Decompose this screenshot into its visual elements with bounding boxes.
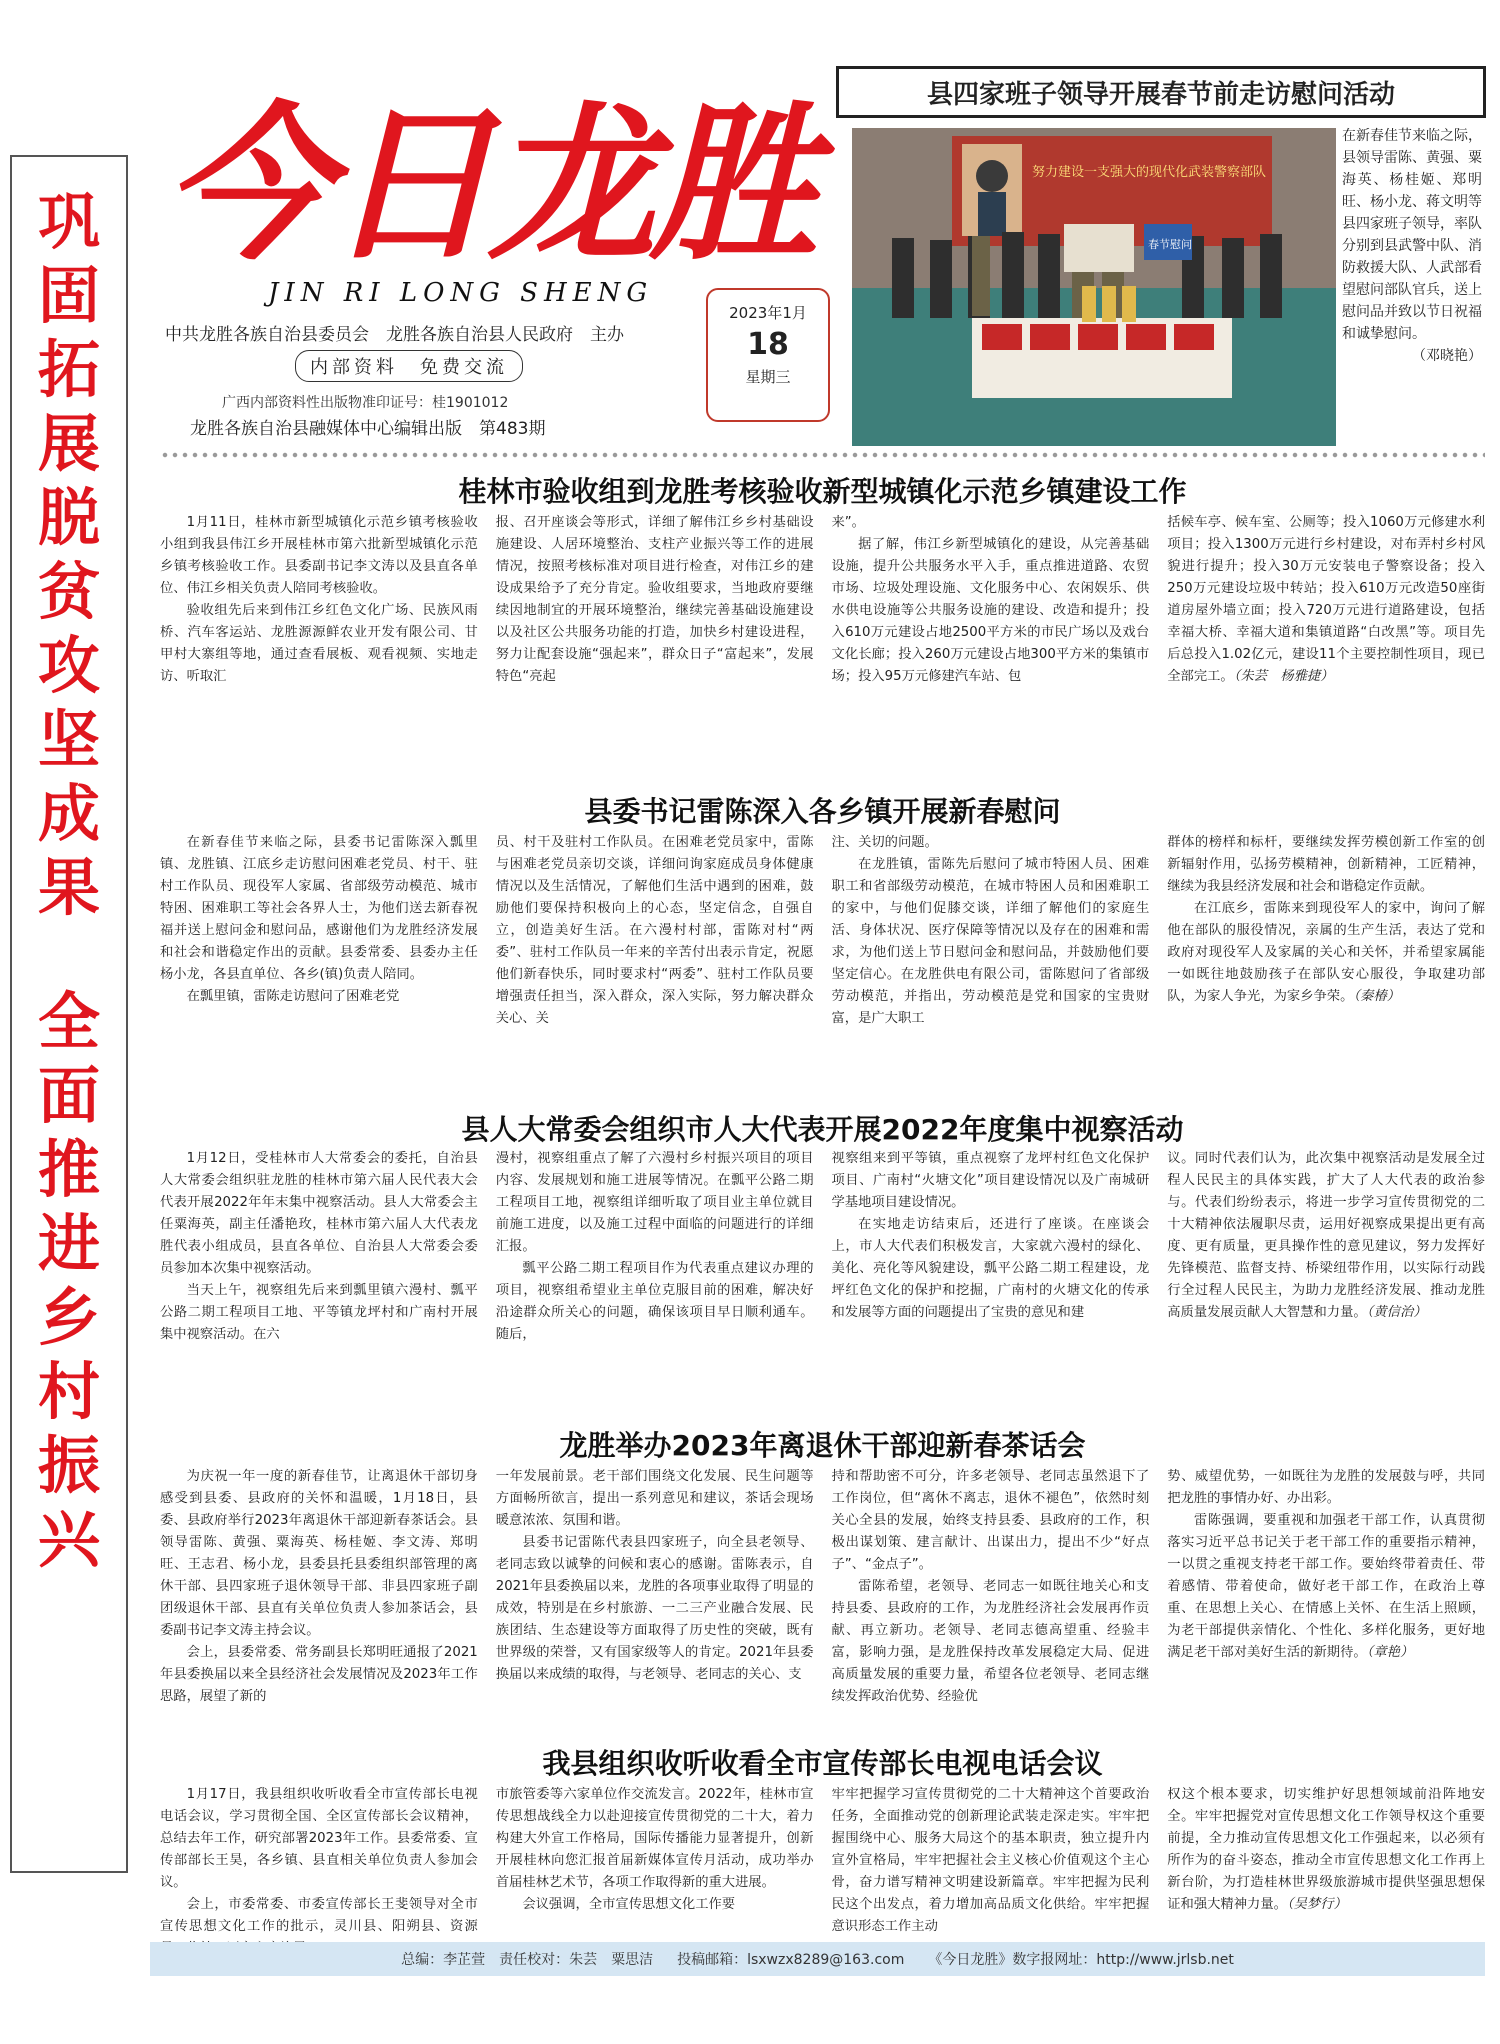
article-paragraph: 注、关切的问题。 (831, 835, 938, 850)
article-columns (160, 512, 1485, 774)
article-paragraph: 在江底乡，雷陈来到现役军人的家中，询问了解他在部队的服役情况，亲属的生产生活，表达了党和政府对现役军人及家属的关心和关怀，并希望家属能一如既往地鼓励孩子在部队安心服役，争取建功部队，为家人争光，为家乡争荣。（秦椿） (1167, 901, 1485, 1004)
internal-material-badge: 内部资料 免费交流 (295, 350, 523, 382)
article-paragraph: 在龙胜镇，雷陈先后慰问了城市特困人员、困难职工和省部级劳动模范，在城市特困人员和困难职工的家中，与他们促膝交谈，详细了解他们的家庭生活、身体状况、医疗保障等情况以及存在的困难和需求，为他们送上节日慰问金和慰问品，并鼓励他们要坚定信心。在龙胜供电有限公司，雷陈慰问了省部级劳动模范，并指出，劳动模范是党和国家的宝贵财富，是广大职工 (831, 857, 1150, 1026)
article-column (496, 832, 814, 1094)
top-story-caption-text: 在新春佳节来临之际，县领导雷陈、黄强、粟海英、杨桂姬、郑明旺、杨小龙、蒋文明等县四家班子领导，率队分别到县武警中队、消防救援大队、人武部看望慰问部队官兵，送上慰问品并致以节日祝福和诚挚慰问。 (1342, 128, 1482, 342)
article-paragraph: 1月17日，我县组织收听收看全市宣传部长电视电话会议，学习贯彻全国、全区宣传部长会议精神，总结去年工作，研究部署2023年工作。县委常委、宣传部部长王昊，各乡镇、县直相关单位负责人参加会议。 (160, 1787, 478, 1890)
article-column (160, 1784, 478, 1932)
article-columns (160, 1466, 1485, 1728)
article-paragraph: 漫村，视察组重点了解了六漫村乡村振兴项目的项目内容、发展规划和施工进展等情况。在瓢平公路二期工程项目工地，视察组详细听取了项目业主单位就目前施工进度，以及施工过程中面临的问题进行的详细汇报。 (495, 1151, 814, 1254)
article-paragraph: 群体的榜样和标杆，要继续发挥劳模创新工作室的创新辐射作用，弘扬劳模精神，创新精神，工匠精神，继续为我县经济发展和社会和谐稳定作贡献。 (1167, 835, 1485, 894)
date-weekday: 星期三 (745, 368, 791, 386)
slogan-char: 果 (37, 851, 100, 924)
article-paragraph: 1月12日，受桂林市人大常委会的委托，自治县人大常委会组织驻龙胜的桂林市第六届人民代表大会代表开展2022年年末集中视察活动。县人大常委会主任粟海英，副主任潘艳玫，桂林市第六届人大代表龙胜代表小组成员，县直各单位、自治县人大常委会委员参加本次集中视察活动。 (160, 1151, 478, 1276)
article-paragraph: 来”。 (831, 515, 865, 530)
article-column (832, 1466, 1150, 1728)
article-column (496, 1148, 814, 1410)
photo-banner-text: 努力建设一支强大的现代化武装警察部队 (1032, 165, 1267, 180)
article-columns (160, 1784, 1485, 1932)
top-story-caption (1342, 125, 1482, 367)
article-paragraph: 会上，市委常委、市委宣传部长王斐领导对全市宣传思想文化工作的批示，灵川县、阳朔县、资源 (160, 1897, 478, 1934)
article-column (832, 1148, 1150, 1410)
article-headline: 我县组织收听收看全市宣传部长电视电话会议 (542, 1747, 1103, 1780)
article-column (832, 832, 1150, 1094)
slogan-char: 拓 (37, 333, 100, 406)
slogan-char: 脱 (37, 481, 100, 554)
article-column (496, 512, 814, 774)
article-headline: 龙胜举办2023年离退休干部迎新春茶话会 (559, 1429, 1086, 1462)
article-paragraph: 雷陈强调，要重视和加强老干部工作，认真贯彻落实习近平总书记关于老干部工作的重要指示精神，一以贯之重视支持老干部工作。要始终带着责任、带着感情、带着使命，做好老干部工作，在政治上尊重、在思想上关心、在情感上关怀、在生活上照顾，为老干部提供亲情化、个性化、多样化服务，更好地满足老干部对美好生活的新期待。（章艳） (1167, 1513, 1485, 1660)
article-paragraph: 报、召开座谈会等形式，详细了解伟江乡乡村基础设施建设、人居环境整治、支柱产业振兴等工作的进展情况，按照考核标准对项目进行检查，对伟江乡的建设成果给予了充分肯定。验收组要求，当地政府要继续因地制宜的开展环境整治，继续完善基础设施建设以及社区公共服务功能的打造，加快乡村建设进程，努力让配套设施“强起来”，群众日子“富起来”，发展特色“亮起 (495, 515, 814, 684)
article-paragraph: 会议强调，全市宣传思想文化工作要 (522, 1897, 736, 1912)
article-column (1167, 1784, 1485, 1932)
article-headline: 县委书记雷陈深入各乡镇开展新春慰问 (584, 795, 1061, 828)
license-number: 广西内部资料性出版物准印证号：桂1901012 (222, 395, 509, 411)
article-paragraph: 县委书记雷陈代表县四家班子，向全县老领导、老同志致以诚挚的问候和衷心的感谢。雷陈表示，自2021年县委换届以来，龙胜的各项事业取得了明显的成效，特别是在乡村旅游、一二三产业融合发展、民族团结、生态建设等方面取得了历史性的突破，既有世界级的荣誉，又有国家级等人的肯定。2021年县委换届以来成绩的取得，与老领导、老同志的关心、支 (495, 1535, 814, 1682)
article-column (1167, 832, 1485, 1094)
masthead-logo (158, 55, 818, 285)
article-column (1167, 512, 1485, 774)
article-paragraph: 权这个根本要求，切实维护好思想领域前沿阵地安全。牢牢把握党对宣传思想文化工作领导权这个重要前提，全力推动宣传思想文化工作强起来，以必须有所作为的奋斗姿态，推动全市宣传思想文化工作再上新台阶，为打造桂林世界级旅游城市提供坚强思想保证和强大精神力量。（吴梦行） (1167, 1787, 1485, 1912)
article-headline: 桂林市验收组到龙胜考核验收新型城镇化示范乡镇建设工作 (458, 475, 1187, 508)
photo-board-text: 春节慰问 (1148, 238, 1192, 251)
article-author: （吴梦行） (1286, 1897, 1347, 1912)
article-column (832, 512, 1150, 774)
slogan-char: 振 (37, 1429, 100, 1502)
slogan-char: 巩 (37, 185, 100, 258)
article-column (160, 832, 478, 1094)
article-column (160, 512, 478, 774)
article-paragraph: 议。同时代表们认为，此次集中视察活动是发展全过程人民民主的具体实践，扩大了人大代表的政治参与。代表们纷纷表示，将进一步学习宣传贯彻党的二十大精神依法履职尽责，运用好视察成果提出更有高度、更有质量，更具操作性的意见建议，努力发挥好先锋模范、监督支持、桥梁纽带作用，以实际行动践行全过程人民民主，为助力龙胜经济发展、推动龙胜高质量发展贡献人大智慧和力量。（黄信治） (1167, 1151, 1485, 1320)
article-paragraph: 持和帮助密不可分，许多老领导、老同志虽然退下了工作岗位，但“离休不离志，退休不褪色”，依然时刻关心全县的发展，始终支持县委、县政府的工作，积极出谋划策、建言献计、出谋出力，提出不少“好点子”、“金点子”。 (831, 1469, 1150, 1572)
article-paragraph: 为庆祝一年一度的新春佳节，让离退休干部切身感受到县委、县政府的关怀和温暖，1月18日，县委、县政府举行2023年离退休干部迎新春茶话会。县领导雷陈、黄强、粟海英、杨桂姬、李文涛、郑明旺、王志君、杨小龙，县委县托县委组织部管理的离休干部、县四家班子退休领导干部、非县四家班子副团级退休干部、县直有关单位负责人参加茶话会，县委副书记李文涛主持会议。 (160, 1469, 478, 1638)
slogan-char: 全 (37, 985, 100, 1058)
article-column (832, 1784, 1150, 1932)
issue-date-box (706, 288, 830, 422)
slogan-char: 成 (37, 777, 100, 850)
slogan-char: 攻 (37, 629, 100, 702)
article-paragraph: 雷陈希望，老领导、老同志一如既往地关心和支持县委、县政府的工作，为龙胜经济社会发展再作贡献、再立新功。老领导、老同志德高望重、经验丰富，影响力强，是龙胜保持改革发展稳定大局、促进高质量发展的重要力量，希望各位老领导、老同志继续发挥政治优势、经验优 (831, 1579, 1150, 1704)
date-year-month: 2023年1月 (729, 304, 807, 322)
article-paragraph: 势、威望优势，一如既往为龙胜的发展鼓与呼，共同把龙胜的事情办好、办出彩。 (1167, 1469, 1485, 1506)
article-paragraph: 牢牢把握学习宣传贯彻党的二十大精神这个首要政治任务，全面推动党的创新理论武装走深走实。牢牢把握围绕中心、服务大局这个的基本职责，独立提升内宣外宣格局，牢牢把握社会主义核心价值观这个主心骨，奋力谱写精神文明建设新篇章。牢牢把握为民利民这个出发点，着力增加高品质文化供给。牢牢把握意识形态工作主动 (831, 1787, 1150, 1934)
article-column (160, 1148, 478, 1410)
slogan-char: 村 (37, 1355, 100, 1428)
publisher-line: 龙胜各族自治县融媒体中心编辑出版 第483期 (190, 419, 546, 439)
article-column (496, 1466, 814, 1728)
article-headline: 县人大常委会组织市人大代表开展2022年度集中视察活动 (461, 1113, 1184, 1146)
footer-site: 《今日龙胜》数字报网址：http://www.jrlsb.net (928, 1952, 1234, 1968)
article-paragraph: 在实地走访结束后，还进行了座谈。在座谈会上，市人大代表们积极发言，大家就六漫村的绿化、美化、亮化等风貌建设，瓢平公路二期工程建设，龙坪红色文化的保护和挖掘，广南村的火塘文化的传承和发展等方面的问题提出了宝贵的意见和建 (831, 1217, 1150, 1320)
article-author: （秦椿） (1353, 989, 1400, 1004)
sponsor-line: 中共龙胜各族自治县委员会 龙胜各族自治县人民政府 主办 (165, 325, 624, 345)
slogan-char: 展 (37, 407, 100, 480)
date-day: 18 (747, 327, 789, 362)
slogan-char: 乡 (37, 1281, 100, 1354)
article-author: （朱芸 杨雅捷） (1233, 669, 1334, 684)
article-column (160, 1466, 478, 1728)
article-columns (160, 1148, 1485, 1410)
top-story-author: （邓晓艳） (1412, 348, 1482, 364)
article-paragraph: 市旅管委等六家单位作交流发言。2022年，桂林市宣传思想战线全力以赴迎接宣传贯彻党的二十大，着力构建大外宣工作格局，国际传播能力显著提升，创新开展桂林向您汇报首届新媒体宣传月活动，成功举办首届桂林艺术节，各项工作取得新的重大进展。 (495, 1787, 814, 1890)
slogan-char: 推 (37, 1133, 100, 1206)
slogan-char: 坚 (37, 703, 100, 776)
slogan-char: 贫 (37, 555, 100, 628)
article-paragraph: 括候车亭、候车室、公厕等；投入1060万元修建水利项目；投入1300万元进行乡村建设，对布弄村乡村风貌进行提升；投入30万元安装电子警察设备；投入250万元建设垃圾中转站；投入610万元改造50座街道房屋外墙立面；投入720万元进行道路建设，包括幸福大桥、幸福大道和集镇道路“白改黑”等。项目先后总投入1.02亿元，建设11个主要控制性项目，现已全部完工。（朱芸 杨雅捷） (1167, 515, 1485, 684)
article-paragraph: 在瓢里镇，雷陈走访慰问了困难老党 (186, 989, 400, 1004)
article-paragraph: 验收组先后来到伟江乡红色文化广场、民族风雨桥、汽车客运站、龙胜源源鲜农业开发有限公司、甘甲村大寨组等地，通过查看展板、观看视频、实地走访、听取汇 (160, 603, 478, 684)
article-paragraph: 会上，县委常委、常务副县长郑明旺通报了2021年县委换届以来全县经济社会发展情况及2023年工作思路，展望了新的 (160, 1645, 478, 1704)
article-paragraph: 当天上午，视察组先后来到瓢里镇六漫村、瓢平公路二期工程项目工地、平等镇龙坪村和广南村开展集中视察活动。在六 (160, 1283, 478, 1342)
top-story-photo (852, 128, 1336, 446)
slogan-char: 固 (37, 259, 100, 332)
slogan-char: 面 (37, 1059, 100, 1132)
article-column (1167, 1148, 1485, 1410)
article-column (1167, 1466, 1485, 1728)
article-paragraph: 据了解，伟江乡新型城镇化的建设，从完善基础设施，提升公共服务水平入手，重点推进道路、农贸市场、垃圾处理设施、文化服务中心、农闲娱乐、供水供电设施等公共服务设施的建设、改造和提升；投入610万元建设占地2500平方米的市民广场以及戏台文化长廊；投入260万元建设占地300平方米的集镇市场；投入95万元修建汽车站、包 (831, 537, 1150, 684)
slogan-char: 进 (37, 1207, 100, 1280)
article-paragraph: 员、村干及驻村工作队员。在困难老党员家中，雷陈与困难老党员亲切交谈，详细问询家庭成员身体健康情况以及生活情况，了解他们生活中遇到的困难，鼓励他们要保持积极向上的心态，坚定信念，自强自立，创造美好生活。在六漫村村部，雷陈对村“两委”、驻村工作队员一年来的辛苦付出表示肯定，祝愿他们新春快乐，同时要求村“两委”、驻村工作队员要增强责任担当，深入群众，深入实际，努力解决群众关心、关 (495, 835, 814, 1026)
article-paragraph: 1月11日，桂林市新型城镇化示范乡镇考核验收小组到我县伟江乡开展桂林市第六批新型城镇化示范乡镇考核验收工作。县委副书记李文涛以及县直各单位、伟江乡相关负责人陪同考核验收。 (160, 515, 478, 596)
masthead-pinyin: JIN RI LONG SHENG (268, 278, 654, 308)
masthead-logo-text: 今日龙胜 (164, 85, 812, 283)
article-columns (160, 832, 1485, 1094)
article-author: （黄信治） (1366, 1305, 1427, 1320)
slogan-char: 兴 (37, 1503, 100, 1576)
vertical-slogan (10, 155, 128, 1873)
article-paragraph: 在新春佳节来临之际，县委书记雷陈深入瓢里镇、龙胜镇、江底乡走访慰问困难老党员、村干、驻村工作队员、现役军人家属、省部级劳动模范、城市特困、困难职工等社会各界人士，为他们送去新春祝福并送上慰问金和慰问品，感谢他们为龙胜经济发展和社会和谐稳定作出的贡献。县委常委、县委办主任杨小龙，各县直单位、各乡(镇)负责人陪同。 (160, 835, 478, 982)
article-paragraph: 瓢平公路二期工程项目作为代表重点建议办理的项目，视察组希望业主单位克服目前的困难，解决好沿途群众所关心的问题，确保该项目早日顺利通车。随后， (495, 1261, 814, 1342)
article-column (496, 1784, 814, 1932)
footer-bar (150, 1942, 1485, 1976)
footer-editors: 总编：李芷萱 责任校对：朱芸 粟思洁 (401, 1952, 654, 1968)
top-story-title: 县四家班子领导开展春节前走访慰问活动 (836, 66, 1486, 118)
article-paragraph: 一年发展前景。老干部们围绕文化发展、民生问题等方面畅所欲言，提出一系列意见和建议，茶话会现场暖意浓浓、氛围和谐。 (495, 1469, 814, 1528)
dotted-divider (160, 452, 1485, 458)
article-author: （章艳） (1366, 1645, 1414, 1660)
footer-email: 投稿邮箱：lsxwzx8289@163.com (677, 1952, 905, 1968)
article-paragraph: 视察组来到平等镇，重点视察了龙坪村红色文化保护项目、广南村“火塘文化”项目建设情况以及广南城研学基地项目建设情况。 (831, 1151, 1150, 1210)
